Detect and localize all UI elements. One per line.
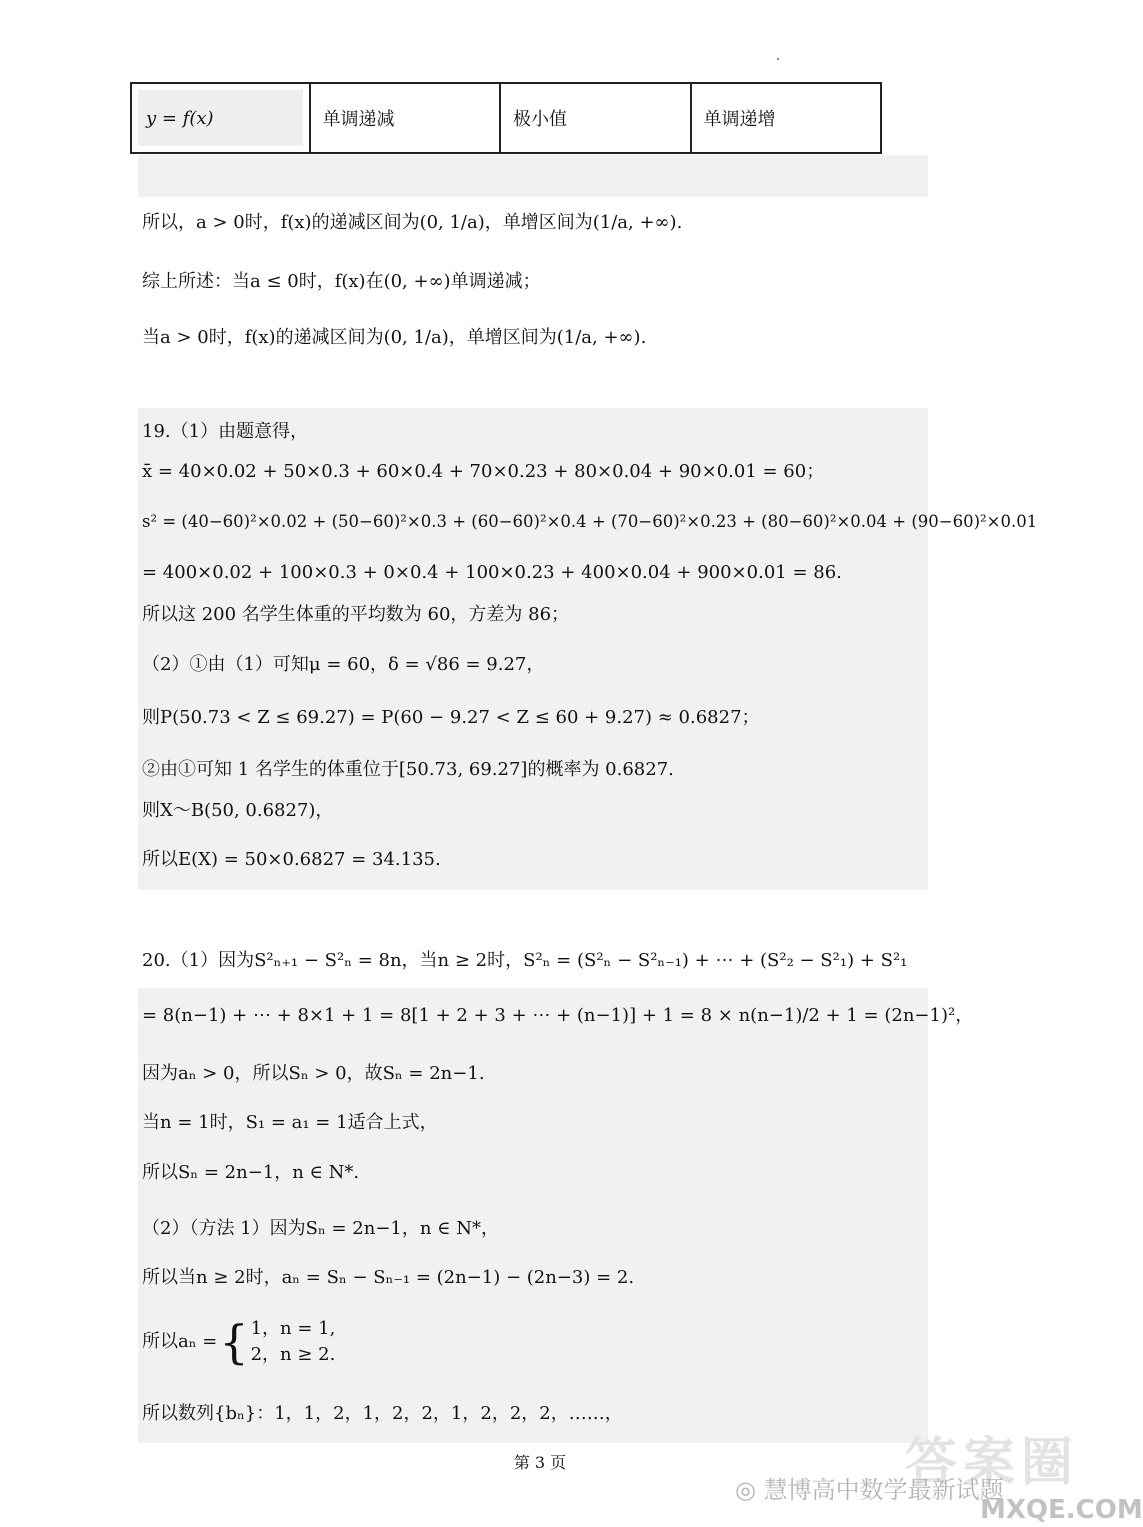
- watermark-brand: 答案圈: [905, 1433, 1080, 1493]
- s20-line-5: 所以Sₙ = 2n−1，n ∈ N*.: [142, 1162, 360, 1183]
- s20-line-3: 因为aₙ > 0，所以Sₙ > 0，故Sₙ = 2n−1.: [142, 1063, 485, 1084]
- shaded-block: [138, 155, 928, 197]
- s19-line-10: 所以E(X) = 50×0.6827 = 34.135.: [142, 849, 441, 870]
- s19-line-2: x̄ = 40×0.02 + 50×0.3 + 60×0.4 + 70×0.23 + 80×0.04 + 90×0.01 = 60；: [142, 461, 825, 482]
- watermark-site: MXQE.COM: [980, 1495, 1143, 1525]
- s20-line-8: [142, 1316, 335, 1368]
- s18-line-2: 综上所述：当a ≤ 0时，f(x)在(0, +∞)单调递减；: [142, 271, 541, 292]
- s19-line-1: 19.（1）由题意得，: [142, 421, 309, 442]
- s18-line-3: 当a > 0时，f(x)的递减区间为(0, 1/a)，单增区间为(1/a, +∞).: [142, 327, 647, 348]
- s19-line-4: = 400×0.02 + 100×0.3 + 0×0.4 + 100×0.23 + 400×0.04 + 900×0.01 = 86.: [142, 562, 842, 583]
- s19-line-7: 则P(50.73 < Z ≤ 69.27) = P(60 − 9.27 < Z ≤ 60 + 9.27) ≈ 0.6827；: [142, 707, 760, 728]
- s19-line-8: ②由①可知 1 名学生的体重位于[50.73, 69.27]的概率为 0.6827.: [142, 759, 674, 780]
- table-cell-increasing: 单调递增: [703, 109, 776, 130]
- wechat-icon: ◎: [735, 1476, 756, 1504]
- s18-line-1: 所以，a > 0时，f(x)的递减区间为(0, 1/a)，单增区间为(1/a, +∞).: [142, 212, 683, 233]
- s20-line-2: = 8(n−1) + ⋯ + 8×1 + 1 = 8[1 + 2 + 3 + ⋯ + (n−1)] + 1 = 8 × n(n−1)/2 + 1 = (2n−1)²，: [142, 1005, 974, 1026]
- s19-line-3: s² = (40−60)²×0.02 + (50−60)²×0.3 + (60−60)²×0.4 + (70−60)²×0.23 + (80−60)²×0.04 + (90−60)²×0.01: [142, 512, 1038, 531]
- table-cell-function: y = f(x): [132, 84, 311, 152]
- s20-line-6: （2）（方法 1）因为Sₙ = 2n−1，n ∈ N*，: [142, 1218, 499, 1239]
- s19-line-9: 则X～B(50, 0.6827)，: [142, 800, 334, 821]
- s20-line-1: 20.（1）因为S²ₙ₊₁ − S²ₙ = 8n，当n ≥ 2时，S²ₙ = (S²ₙ − S²ₙ₋₁) + ⋯ + (S²₂ − S²₁) + S²₁: [142, 950, 908, 971]
- s20-piecewise-cases: [251, 1316, 336, 1368]
- page-footer: 第 3 页: [513, 1453, 567, 1472]
- brace-glyph: {: [219, 1315, 249, 1370]
- watermark-wechat: ◎ 慧博高中数学最新试题: [735, 1476, 1004, 1504]
- s20-line-4: 当n = 1时，S₁ = a₁ = 1适合上式，: [142, 1112, 438, 1133]
- table-cell-minimum: 极小值: [501, 84, 692, 152]
- s20-case-1: 1，n = 1,: [250, 1318, 336, 1339]
- monotonicity-table: [130, 82, 882, 154]
- table-cell-decreasing: 单调递减: [311, 84, 502, 152]
- s20-piecewise-lhs: 所以aₙ =: [142, 1331, 218, 1353]
- s20-line-7: 所以当n ≥ 2时，aₙ = Sₙ − Sₙ₋₁ = (2n−1) − (2n−3) = 2.: [142, 1267, 635, 1288]
- solution-20-block: [138, 988, 928, 1443]
- s19-line-5: 所以这 200 名学生体重的平均数为 60，方差为 86；: [142, 604, 570, 625]
- s20-case-2: 2，n ≥ 2.: [250, 1344, 336, 1366]
- stray-dot: [777, 58, 779, 60]
- s20-line-9: 所以数列{bₙ}：1，1，2，1，2，2，1，2，2，2，……，: [142, 1403, 623, 1424]
- s19-line-6: （2）①由（1）可知μ = 60，δ = √86 = 9.27，: [142, 654, 545, 675]
